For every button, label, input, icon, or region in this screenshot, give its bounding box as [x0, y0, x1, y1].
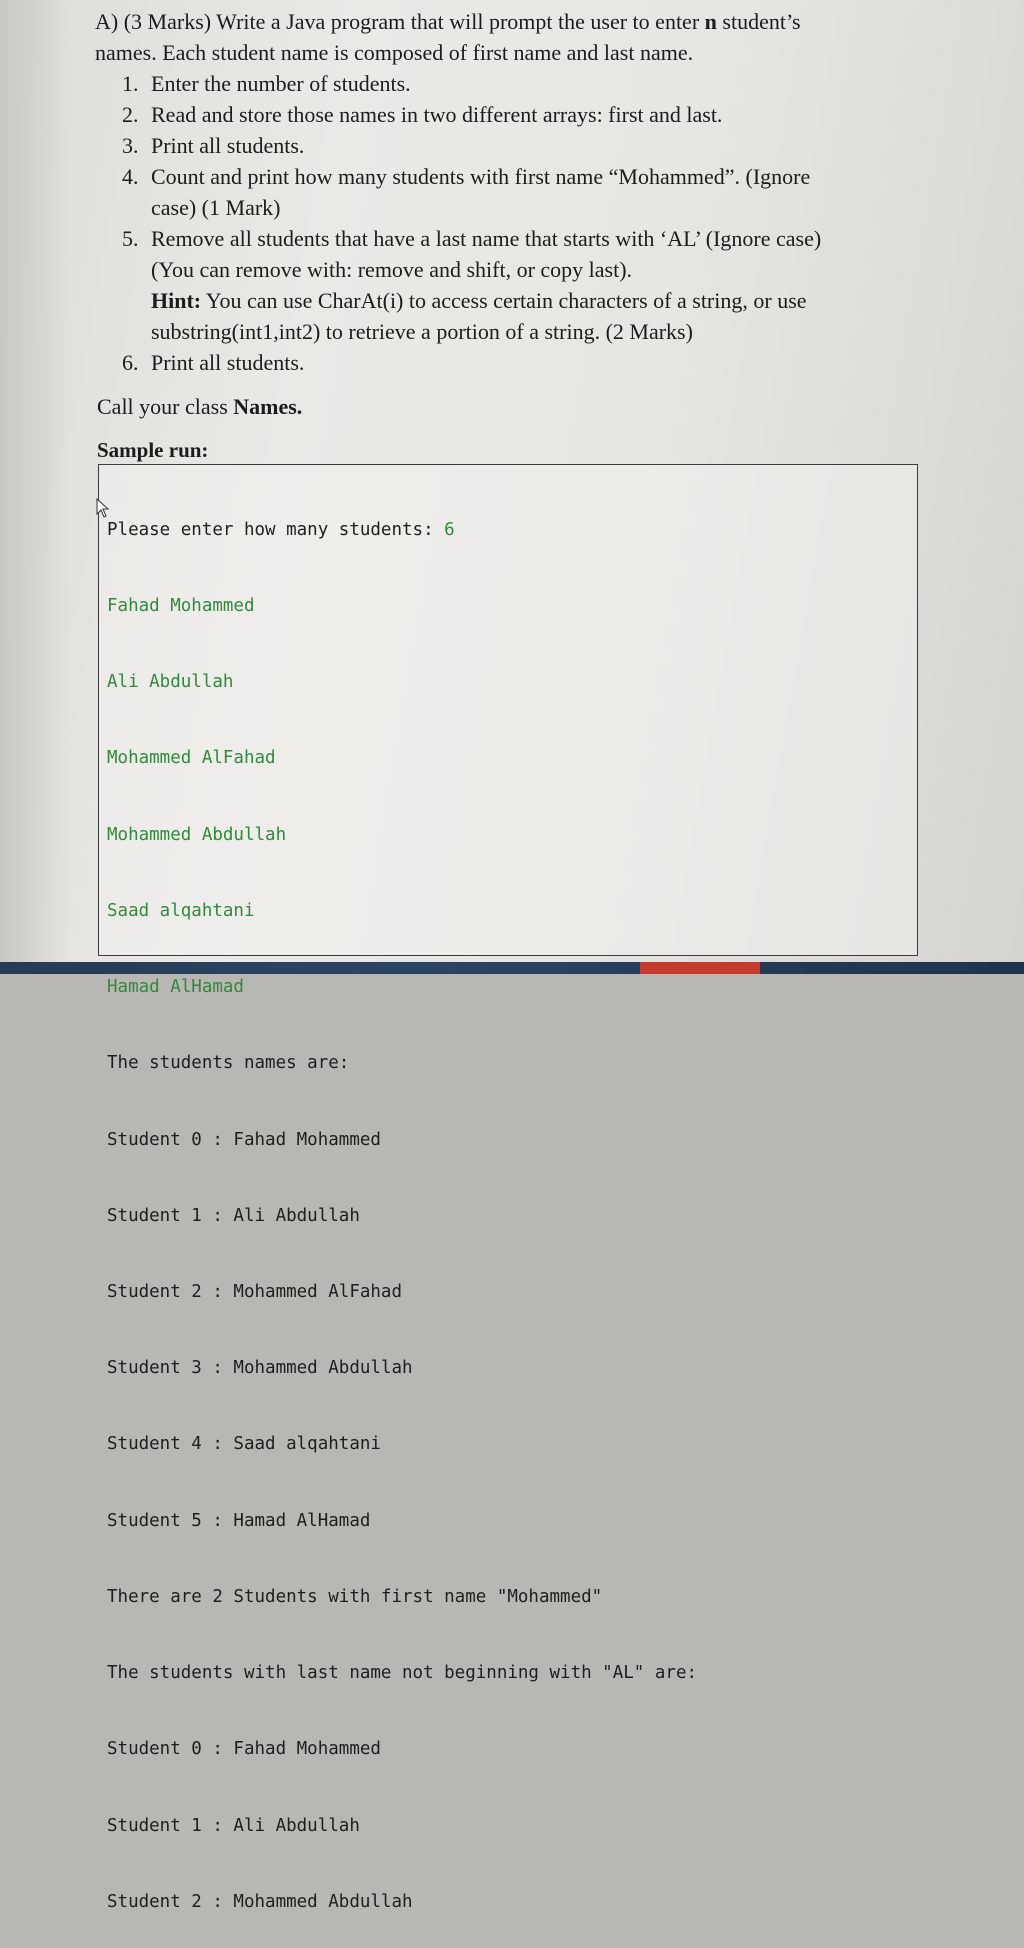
item-text: Print all students.	[151, 350, 305, 375]
item-number: 2.	[122, 102, 139, 127]
item-number: 4.	[122, 164, 139, 189]
requirement-item-5	[95, 223, 995, 347]
item-text: Print all students.	[151, 133, 305, 158]
item-text: Remove all students that have a last name that starts with ‘AL’ (Ignore case)	[151, 226, 822, 251]
taskbar-edge	[0, 962, 1024, 974]
console-input-line: Hamad AlHamad	[107, 977, 244, 998]
console-input-line: Mohammed Abdullah	[107, 824, 287, 845]
hint-label: Hint:	[151, 288, 202, 313]
console-output-line: Student 2 : Mohammed Abdullah	[107, 1891, 413, 1912]
class-prefix: Call your class	[97, 394, 234, 419]
console-output-line: Student 5 : Hamad AlHamad	[107, 1510, 371, 1531]
class-name: Names.	[233, 394, 303, 419]
question-text	[95, 6, 995, 378]
taskbar-accent	[640, 962, 760, 974]
hint-line-2: substring(int1,int2) to retrieve a portion of a string. (2 Marks)	[151, 319, 693, 344]
item-number: 3.	[122, 133, 139, 158]
item-number: 6.	[122, 350, 139, 375]
item-text: Read and store those names in two different arrays: first and last.	[151, 102, 723, 127]
sample-run-label: Sample run:	[97, 438, 209, 462]
question-header-line-2: names. Each student name is composed of first name and last name.	[95, 40, 694, 65]
question-header-prefix: A) (3 Marks) Write a Java program that will prompt the user to enter	[95, 9, 705, 34]
console-output-line: Student 3 : Mohammed Abdullah	[107, 1358, 413, 1379]
page-shadow	[0, 0, 70, 974]
question-header-suffix: student’s	[716, 9, 801, 34]
requirement-item-4	[95, 161, 995, 223]
requirement-item-6	[95, 347, 995, 378]
console-lines	[107, 467, 697, 1948]
item-number: 1.	[122, 71, 139, 96]
requirement-item-2	[95, 99, 995, 130]
question-header-line	[95, 6, 995, 37]
console-output-line: The students with last name not beginning with "AL" are:	[107, 1663, 698, 1684]
console-prompt-line	[107, 518, 697, 543]
class-name-instruction	[97, 394, 302, 420]
console-output-line: Student 4 : Saad alqahtani	[107, 1434, 381, 1455]
console-input-line: Saad alqahtani	[107, 900, 255, 921]
console-output-line: Student 1 : Ali Abdullah	[107, 1815, 360, 1836]
console-output-line: Student 0 : Fahad Mohammed	[107, 1129, 381, 1150]
sample-run-console	[98, 464, 918, 1912]
console-prompt-input: 6	[444, 519, 455, 540]
item-text-continued: (You can remove with: remove and shift, or copy last).	[151, 257, 633, 282]
item-text-continued: case) (1 Mark)	[151, 195, 281, 220]
console-output-line: Student 0 : Fahad Mohammed	[107, 1739, 381, 1760]
item-number: 5.	[122, 226, 139, 251]
console-input-line: Fahad Mohammed	[107, 596, 255, 617]
console-output-line: The students names are:	[107, 1053, 350, 1074]
hint-line	[151, 285, 995, 316]
requirement-item-3	[95, 130, 995, 161]
item-text: Enter the number of students.	[151, 71, 411, 96]
requirement-item-1	[95, 68, 995, 99]
question-header-bold: n	[704, 9, 717, 34]
console-input-line: Mohammed AlFahad	[107, 748, 276, 769]
console-input-line: Ali Abdullah	[107, 672, 234, 693]
hint-text: You can use CharAt(i) to access certain characters of a string, or use	[201, 288, 807, 313]
item-text: Count and print how many students with first name “Mohammed”. (Ignore	[151, 164, 811, 189]
console-output-line: Student 2 : Mohammed AlFahad	[107, 1282, 403, 1302]
console-prompt-text: Please enter how many students:	[107, 519, 445, 540]
console-output-line: There are 2 Students with first name "Mohammed"	[107, 1586, 603, 1607]
console-output-line: Student 1 : Ali Abdullah	[107, 1205, 360, 1226]
mouse-pointer-icon	[96, 498, 110, 518]
